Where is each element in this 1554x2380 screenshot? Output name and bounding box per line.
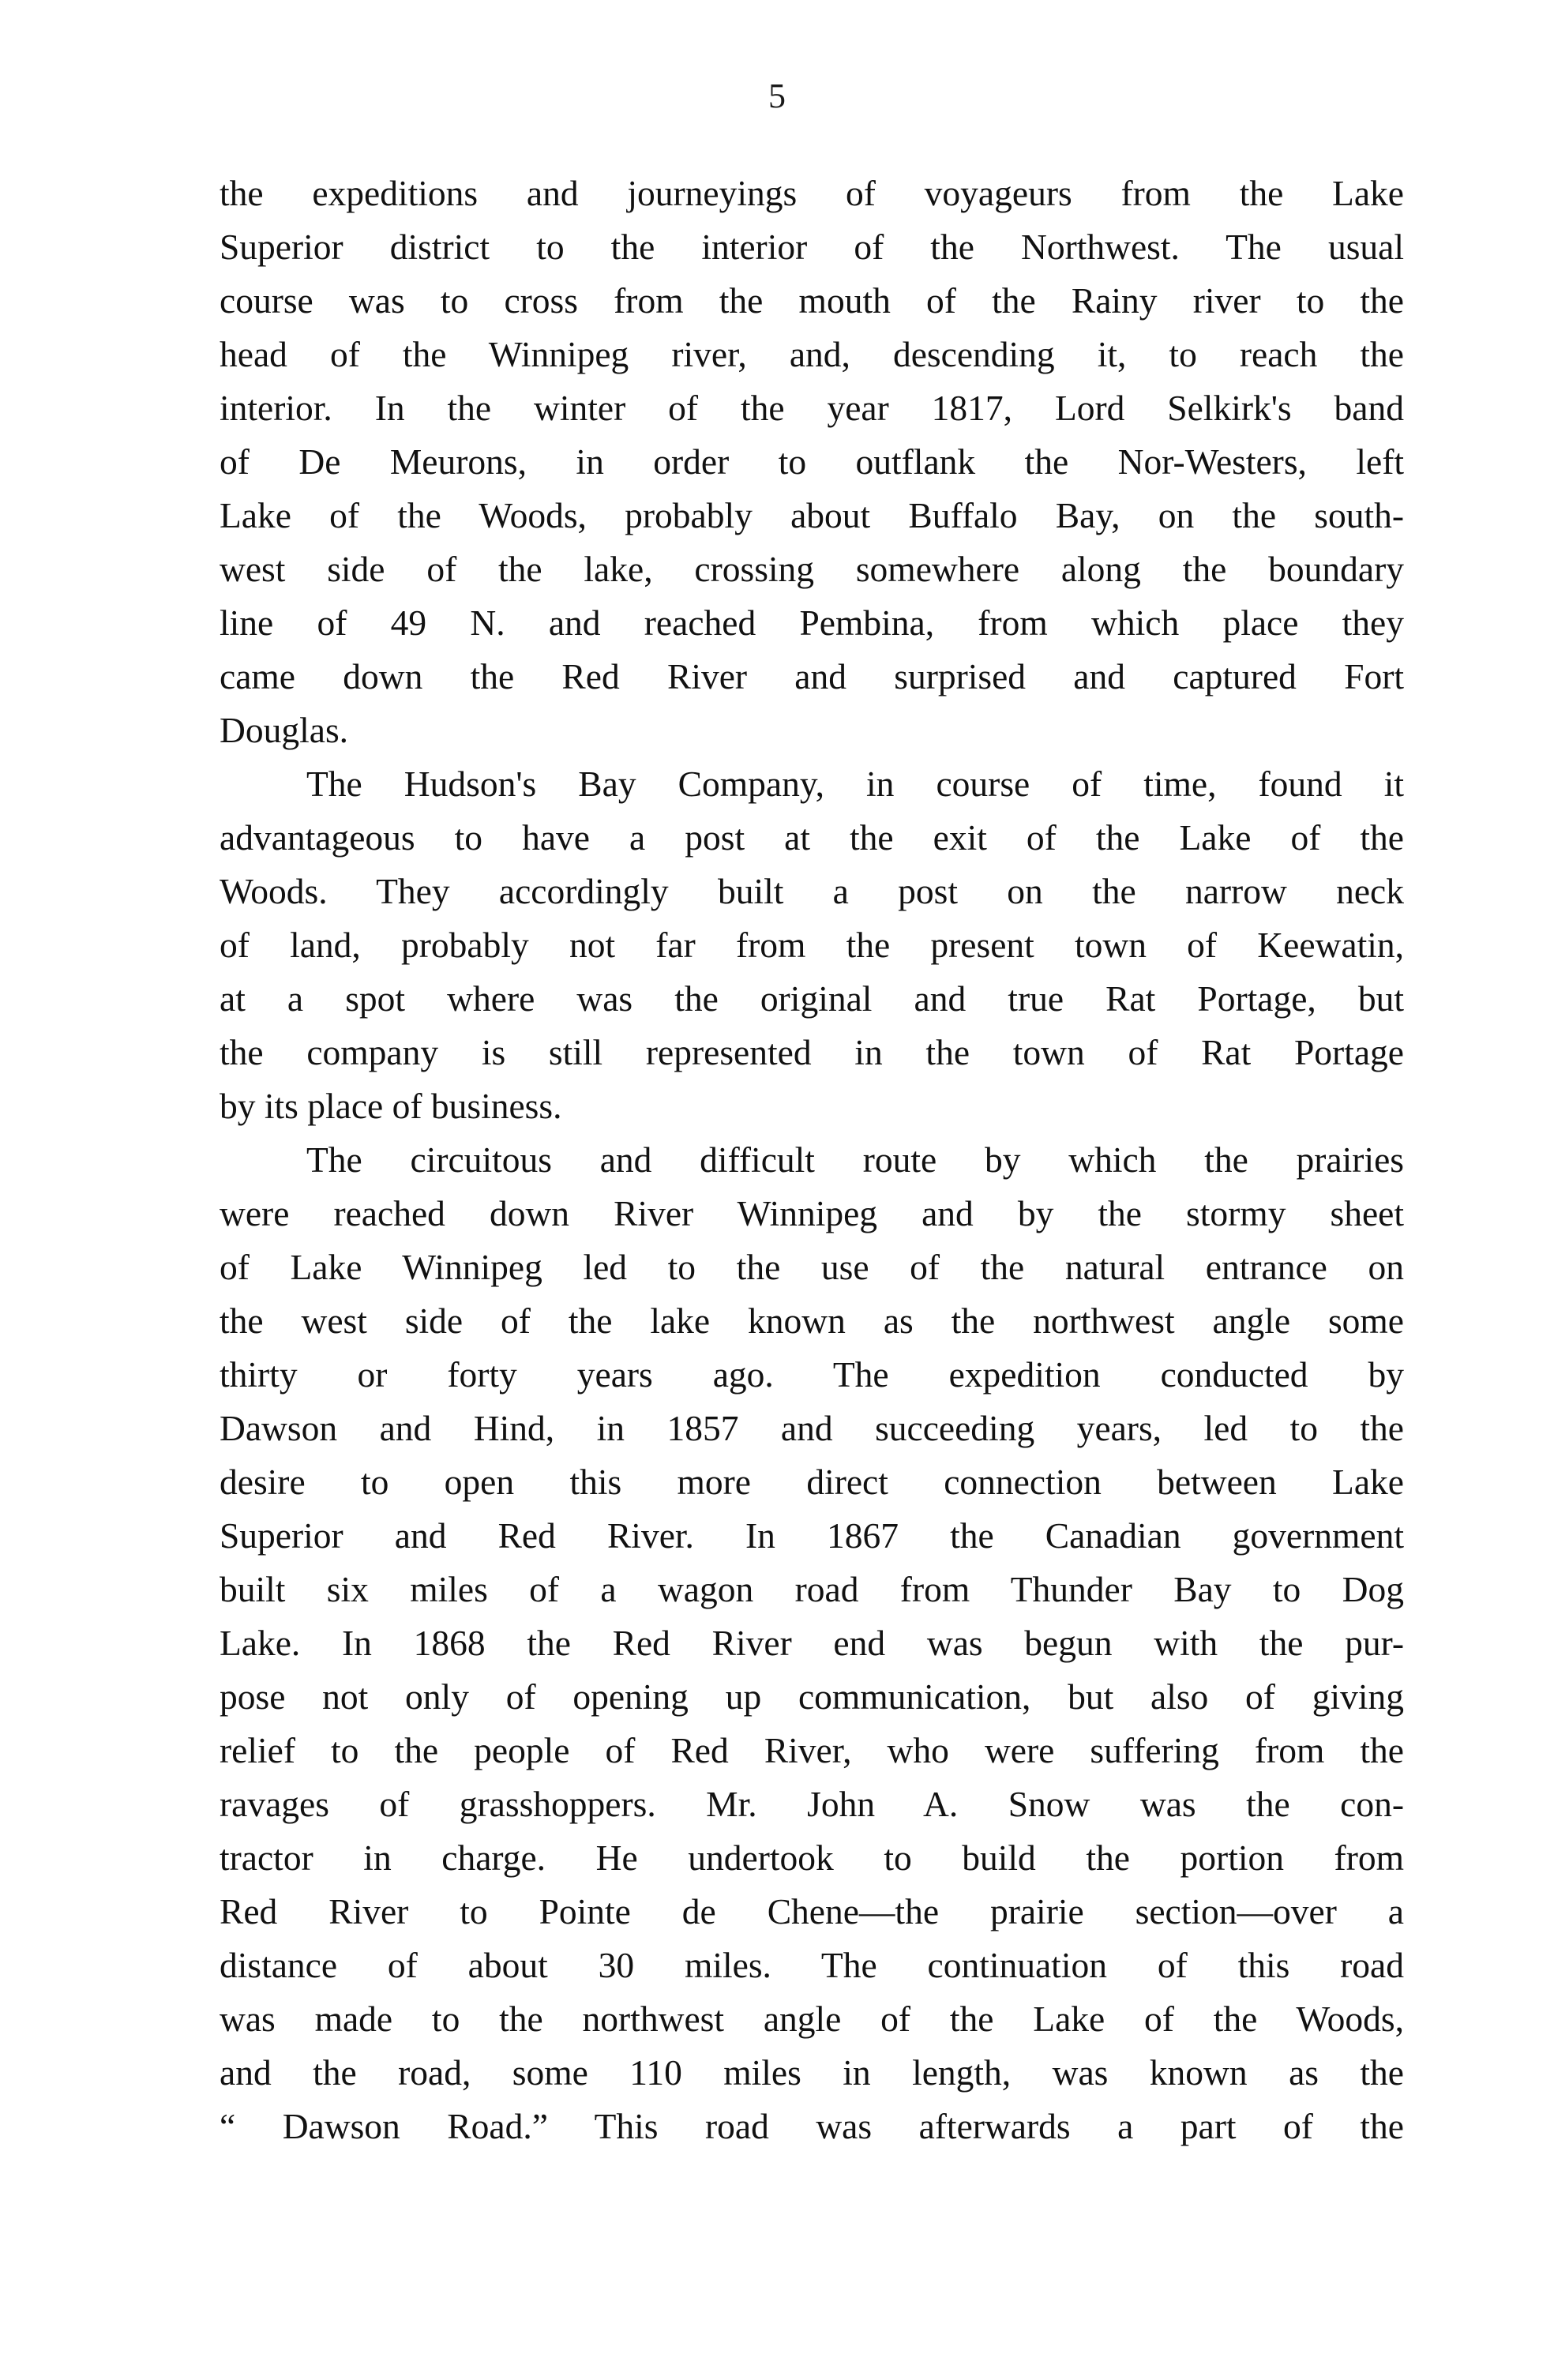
text-line: Dawson and Hind, in 1857 and succeeding years, led to the xyxy=(220,1408,1404,1448)
text-line: The Hudson's Bay Company, in course of time, found it xyxy=(306,764,1404,804)
text-line: Lake of the Woods, probably about Buffalo Bay, on the south- xyxy=(220,495,1404,535)
text-line: and the road, some 110 miles in length, was known as the xyxy=(220,2052,1404,2093)
text-line: of De Meurons, in order to outflank the Nor-Westers, left xyxy=(220,441,1404,482)
text-line: desire to open this more direct connection between Lake xyxy=(220,1462,1404,1502)
text-line: of Lake Winnipeg led to the use of the natural entrance on xyxy=(220,1247,1404,1287)
text-line: were reached down River Winnipeg and by the stormy sheet xyxy=(220,1193,1404,1233)
text-line: Woods. They accordingly built a post on the narrow neck xyxy=(220,871,1404,911)
text-line: tractor in charge. He undertook to build the portion from xyxy=(220,1838,1404,1878)
text-line: ravages of grasshoppers. Mr. John A. Snow was the con- xyxy=(220,1784,1404,1824)
text-line: pose not only of opening up communication, but also of giving xyxy=(220,1676,1404,1717)
text-line: advantageous to have a post at the exit of the Lake of the xyxy=(220,817,1404,858)
text-line: head of the Winnipeg river, and, descending it, to reach the xyxy=(220,334,1404,374)
text-line: by its place of business. xyxy=(220,1086,562,1126)
text-line: distance of about 30 miles. The continuation of this road xyxy=(220,1945,1404,1985)
text-line: relief to the people of Red River, who were suffering from the xyxy=(220,1730,1404,1770)
text-line: the company is still represented in the town of Rat Portage xyxy=(220,1032,1404,1072)
text-line: The circuitous and difficult route by which the prairies xyxy=(306,1139,1404,1180)
page-number: 5 xyxy=(768,77,786,115)
text-line: Lake. In 1868 the Red River end was begun with the pur- xyxy=(220,1623,1404,1663)
text-line: the expeditions and journeyings of voyageurs from the Lake xyxy=(220,173,1404,213)
text-line: Superior and Red River. In 1867 the Canadian government xyxy=(220,1515,1404,1556)
text-line: line of 49 N. and reached Pembina, from which place they xyxy=(220,603,1404,643)
text-line: west side of the lake, crossing somewhere along the boundary xyxy=(220,549,1404,589)
text-line: Red River to Pointe de Chene—the prairie section—over a xyxy=(220,1891,1404,1931)
text-line: of land, probably not far from the present town of Keewatin, xyxy=(220,925,1404,965)
text-line: Douglas. xyxy=(220,710,349,750)
text-line: built six miles of a wagon road from Thunder Bay to Dog xyxy=(220,1569,1404,1609)
text-line: interior. In the winter of the year 1817, Lord Selkirk's band xyxy=(220,388,1404,428)
text-line: came down the Red River and surprised and captured Fort xyxy=(220,656,1404,696)
text-line: “ Dawson Road.” This road was afterwards a part of the xyxy=(220,2106,1404,2146)
text-line: was made to the northwest angle of the Lake of the Woods, xyxy=(220,1999,1404,2039)
text-line: course was to cross from the mouth of the Rainy river to the xyxy=(220,280,1404,321)
text-line: thirty or forty years ago. The expedition conducted by xyxy=(220,1354,1404,1395)
text-line: Superior district to the interior of the Northwest. The usual xyxy=(220,227,1404,267)
text-line: the west side of the lake known as the northwest angle some xyxy=(220,1301,1404,1341)
text-line: at a spot where was the original and true Rat Portage, but xyxy=(220,978,1404,1019)
